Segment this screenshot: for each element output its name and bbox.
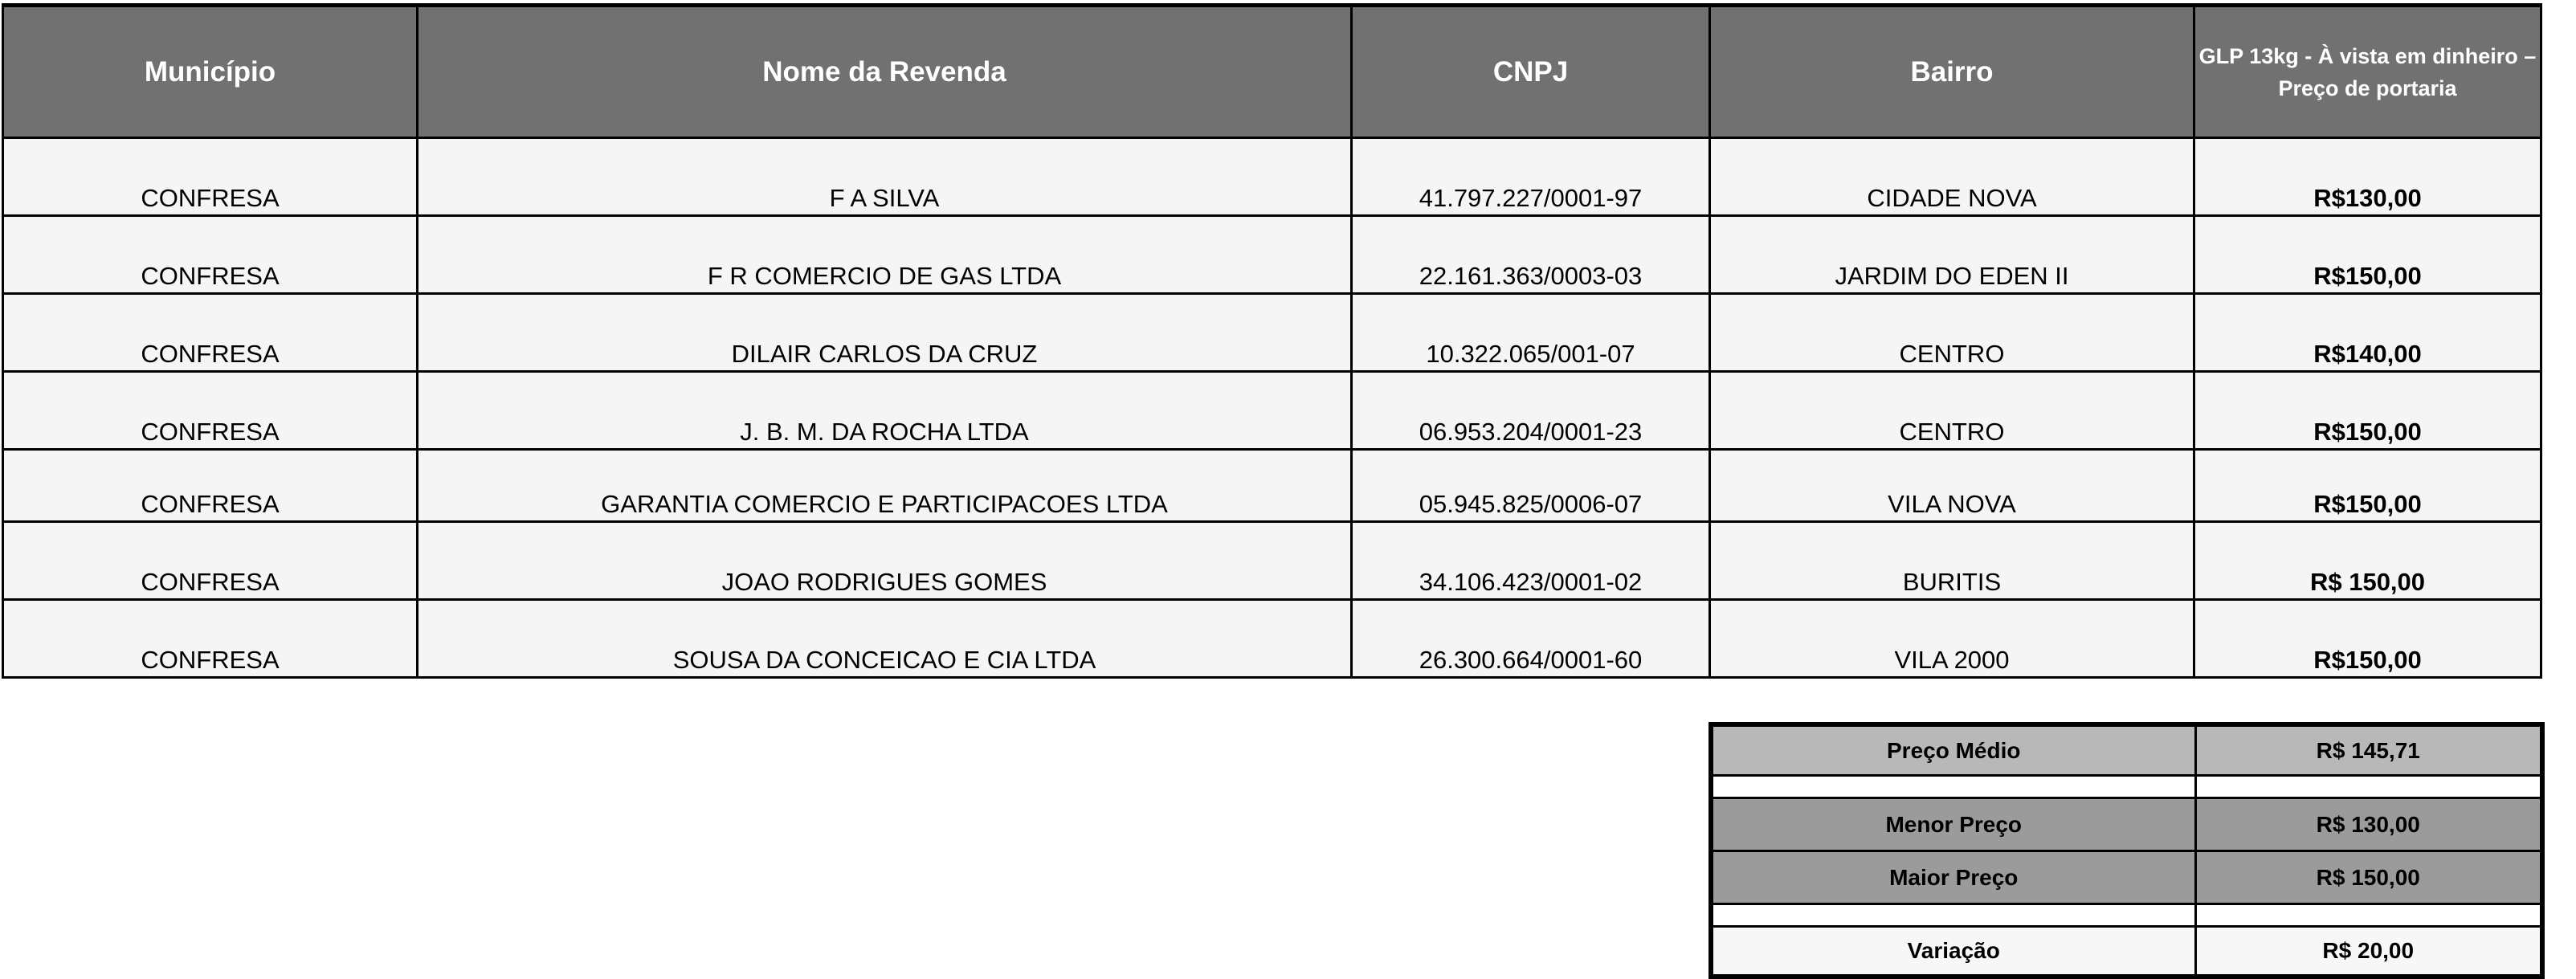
- cell-municipio: CONFRESA: [3, 372, 418, 450]
- header-preco: GLP 13kg - À vista em dinheiro – Preço de portaria: [2194, 6, 2541, 138]
- summary-spacer: [1711, 904, 2542, 927]
- cell-preco: R$150,00: [2194, 450, 2541, 522]
- cell-preco: R$130,00: [2194, 138, 2541, 216]
- cell-preco: R$150,00: [2194, 372, 2541, 450]
- header-cnpj: CNPJ: [1352, 6, 1710, 138]
- cell-cnpj: 41.797.227/0001-97: [1352, 138, 1710, 216]
- header-municipio: Município: [3, 6, 418, 138]
- cell-cnpj: 26.300.664/0001-60: [1352, 600, 1710, 678]
- table-row: [3, 450, 2541, 522]
- cell-revenda: J. B. M. DA ROCHA LTDA: [418, 372, 1352, 450]
- summary-spacer: [1711, 776, 2542, 798]
- cell-bairro: CENTRO: [1710, 372, 2194, 450]
- spacer-cell: [1711, 776, 2195, 798]
- spacer-cell: [1711, 904, 2195, 927]
- summary-row-menor-preco: [1711, 798, 2542, 851]
- menor-preco-label: Menor Preço: [1711, 798, 2195, 851]
- cell-preco: R$140,00: [2194, 294, 2541, 372]
- cell-cnpj: 34.106.423/0001-02: [1352, 522, 1710, 600]
- cell-revenda: F A SILVA: [418, 138, 1352, 216]
- variacao-label: Variação: [1711, 927, 2195, 977]
- maior-preco-label: Maior Preço: [1711, 851, 2195, 904]
- header-revenda: Nome da Revenda: [418, 6, 1352, 138]
- table-row: [3, 522, 2541, 600]
- table-row: [3, 138, 2541, 216]
- cell-municipio: CONFRESA: [3, 294, 418, 372]
- table-row: [3, 294, 2541, 372]
- cell-bairro: JARDIM DO EDEN II: [1710, 216, 2194, 294]
- cell-municipio: CONFRESA: [3, 450, 418, 522]
- cell-cnpj: 22.161.363/0003-03: [1352, 216, 1710, 294]
- cell-municipio: CONFRESA: [3, 138, 418, 216]
- summary-row-variacao: [1711, 927, 2542, 977]
- summary-row-maior-preco: [1711, 851, 2542, 904]
- cell-municipio: CONFRESA: [3, 522, 418, 600]
- cell-bairro: VILA NOVA: [1710, 450, 2194, 522]
- cell-municipio: CONFRESA: [3, 216, 418, 294]
- preco-medio-value: R$ 145,71: [2195, 724, 2542, 776]
- cell-revenda: F R COMERCIO DE GAS LTDA: [418, 216, 1352, 294]
- cell-cnpj: 05.945.825/0006-07: [1352, 450, 1710, 522]
- cell-preco: R$150,00: [2194, 216, 2541, 294]
- variacao-value: R$ 20,00: [2195, 927, 2542, 977]
- spacer-cell: [2195, 904, 2542, 927]
- cell-bairro: VILA 2000: [1710, 600, 2194, 678]
- cell-cnpj: 10.322.065/001-07: [1352, 294, 1710, 372]
- table-row: [3, 216, 2541, 294]
- cell-cnpj: 06.953.204/0001-23: [1352, 372, 1710, 450]
- header-bairro: Bairro: [1710, 6, 2194, 138]
- preco-medio-label: Preço Médio: [1711, 724, 2195, 776]
- cell-bairro: CENTRO: [1710, 294, 2194, 372]
- cell-preco: R$150,00: [2194, 600, 2541, 678]
- table-row: [3, 600, 2541, 678]
- summary-table: [1708, 722, 2545, 979]
- cell-bairro: CIDADE NOVA: [1710, 138, 2194, 216]
- cell-revenda: JOAO RODRIGUES GOMES: [418, 522, 1352, 600]
- maior-preco-value: R$ 150,00: [2195, 851, 2542, 904]
- cell-revenda: SOUSA DA CONCEICAO E CIA LTDA: [418, 600, 1352, 678]
- cell-bairro: BURITIS: [1710, 522, 2194, 600]
- menor-preco-value: R$ 130,00: [2195, 798, 2542, 851]
- cell-revenda: GARANTIA COMERCIO E PARTICIPACOES LTDA: [418, 450, 1352, 522]
- table-row: [3, 372, 2541, 450]
- cell-preco: R$ 150,00: [2194, 522, 2541, 600]
- summary-row-preco-medio: [1711, 724, 2542, 776]
- spacer-cell: [2195, 776, 2542, 798]
- price-table: [2, 3, 2542, 679]
- cell-revenda: DILAIR CARLOS DA CRUZ: [418, 294, 1352, 372]
- table-header-row: [3, 6, 2541, 138]
- cell-municipio: CONFRESA: [3, 600, 418, 678]
